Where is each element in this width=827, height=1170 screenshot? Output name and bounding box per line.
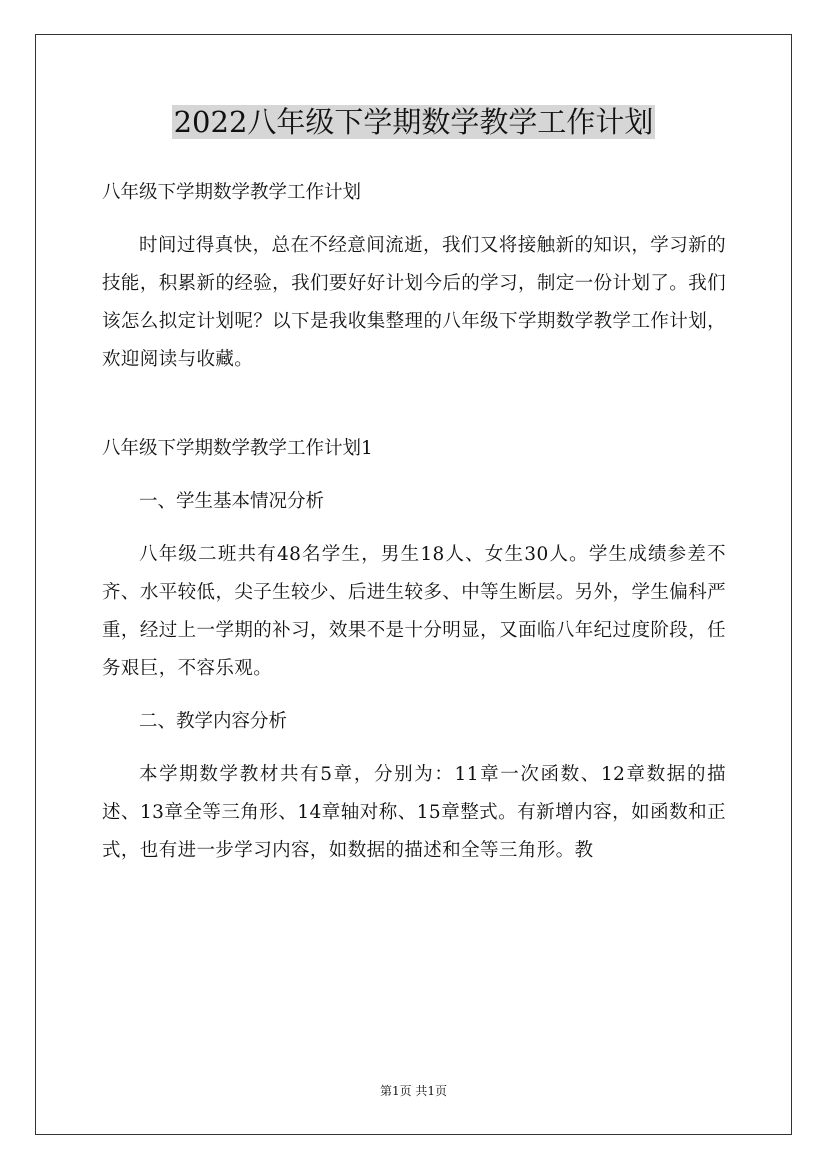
intro-paragraph: 时间过得真快，总在不经意间流逝，我们又将接触新的知识，学习新的技能，积累新的经验，我们要好好计划今后的学习，制定一份计划了。我们该怎么拟定计划呢？以下是我收集整理的八年级下学期数学教学工作计划，欢迎阅读与收藏。 — [102, 235, 726, 370]
spacer — [102, 468, 726, 483]
document-title-text: 2022八年级下学期数学教学工作计划 — [173, 105, 654, 139]
part-heading-students: 一、学生基本情况分析 — [139, 491, 325, 512]
part-heading-content: 二、教学内容分析 — [139, 711, 288, 732]
spacer — [102, 212, 726, 227]
page-footer: 第1页 共1页 — [379, 1084, 448, 1098]
students-paragraph: 八年级二班共有48名学生，男生18人、女生30人。学生成绩参差不齐、水平较低，尖子生较少、后进生较多、中等生断层。另外，学生偏科严重，经过上一学期的补习，效果不是十分明显，又面临八年纪过度阶段，任务艰巨，不容乐观。 — [102, 544, 726, 679]
spacer — [102, 379, 726, 430]
section-heading: 八年级下学期数学教学工作计划1 — [102, 438, 373, 459]
subtitle: 八年级下学期数学教学工作计划 — [102, 182, 362, 203]
document-title — [0, 100, 827, 144]
spacer — [102, 741, 726, 756]
document-body — [102, 174, 726, 870]
spacer — [102, 521, 726, 536]
content-paragraph: 本学期数学教材共有5章，分别为：11章一次函数、12章数据的描述、13章全等三角形、14章轴对称、15章整式。有新增内容，如函数和正式，也有进一步学习内容，如数据的描述和全等三角形。教 — [102, 764, 726, 861]
spacer — [102, 688, 726, 703]
